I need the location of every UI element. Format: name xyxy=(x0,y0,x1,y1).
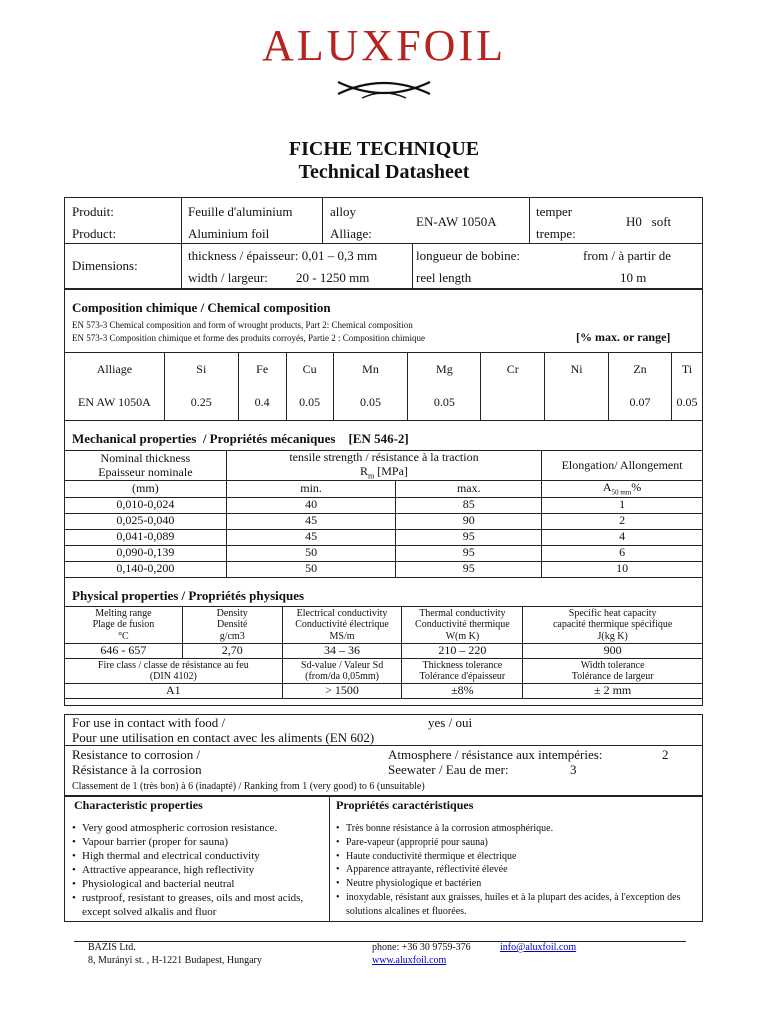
header-line: Plage de fusion xyxy=(92,619,155,631)
composition-unit: [% max. or range] xyxy=(576,330,671,344)
composition-heading: Composition chimique / Chemical composition xyxy=(72,300,331,315)
header-line: Densité xyxy=(216,619,248,631)
list-item: • Apparence attrayante, réflectivité élevée xyxy=(336,863,696,877)
header-line: Epaisseur nominale xyxy=(98,464,193,479)
table-cell: 85 xyxy=(396,497,542,513)
table-row xyxy=(65,561,703,577)
mechanical-unit-row xyxy=(65,481,703,497)
table-cell: 1 xyxy=(542,497,703,513)
tensile-header xyxy=(226,451,541,481)
header-line: capacité thermique spécifique xyxy=(552,619,673,631)
header-line: Fire class / classe de résistance au feu xyxy=(97,659,249,671)
sd-value-header xyxy=(282,659,402,684)
table-cell: 50 xyxy=(226,545,396,561)
table-cell: A1 xyxy=(65,684,283,699)
composition-header: Cr xyxy=(481,353,545,387)
header-line: °C xyxy=(118,630,129,642)
table-cell: 95 xyxy=(396,545,542,561)
list-item: • Très bonne résistance à la corrosion atmosphérique. xyxy=(336,822,696,836)
alloy-label: alloy xyxy=(330,204,356,219)
composition-header: Mg xyxy=(408,353,481,387)
divider xyxy=(181,197,182,243)
composition-cell: 0.05 xyxy=(408,387,481,421)
composition-header: Ti xyxy=(671,353,702,387)
table-row xyxy=(65,545,703,561)
table-cell: 2 xyxy=(542,513,703,529)
header-line: W(m K) xyxy=(445,630,480,642)
footer-phone: phone: +36 30 9759-376 xyxy=(372,942,471,953)
food-contact-fr: Pour une utilisation en contact avec les aliments (EN 602) xyxy=(72,730,375,745)
mechanical-table xyxy=(64,450,703,578)
composition-header: Mn xyxy=(333,353,408,387)
width-label: width / largeur: xyxy=(188,270,268,285)
produit-value: Feuille d'aluminium xyxy=(188,204,293,219)
table-cell: 4 xyxy=(542,529,703,545)
width-tolerance-header xyxy=(523,659,703,684)
product-label: Product: xyxy=(72,226,117,241)
composition-note-1: EN 573-3 Chemical composition and form of wrought products, Part 2: Chemical composition xyxy=(72,320,413,330)
table-cell: > 1500 xyxy=(282,684,402,699)
composition-header: Zn xyxy=(609,353,672,387)
alliage-label: Alliage: xyxy=(330,226,372,241)
table-cell: 646 - 657 xyxy=(65,644,183,659)
produit-label: Produit: xyxy=(72,204,114,219)
list-item: • Haute conductivité thermique et électrique xyxy=(336,850,696,864)
seawater-label: Seewater / Eau de mer: xyxy=(388,762,509,777)
density-header xyxy=(182,607,282,644)
table-row xyxy=(65,497,703,513)
composition-note-2: EN 573-3 Composition chimique et forme des produits corroyés, Partie 2 : Composition chimique xyxy=(72,333,425,343)
temper-label: temper xyxy=(536,204,573,219)
divider xyxy=(529,197,530,243)
divider xyxy=(329,796,330,922)
max-header: max. xyxy=(396,481,542,497)
header-line: Width tolerance xyxy=(580,659,645,671)
header-line: Thickness tolerance xyxy=(422,659,503,671)
header-line: (DIN 4102) xyxy=(149,671,197,682)
elongation-header: Elongation/ Allongement xyxy=(542,451,703,481)
alloy-value: EN-AW 1050A xyxy=(416,214,497,229)
table-cell: 0,025-0,040 xyxy=(65,513,227,529)
table-cell: 0,090-0,139 xyxy=(65,545,227,561)
characteristics-heading-fr: Propriétés caractéristiques xyxy=(336,798,474,812)
footer-address: 8, Murányi st. , H-1221 Budapest, Hungary xyxy=(88,955,262,966)
footer-company: BAZIS Ltd. xyxy=(88,942,136,953)
header-line: Density xyxy=(216,607,248,619)
header-line: Melting range xyxy=(95,607,152,619)
width-value: 20 - 1250 mm xyxy=(296,270,370,285)
composition-value-row xyxy=(65,387,703,421)
corrosion-fr: Résistance à la corrosion xyxy=(72,762,202,777)
coil-from: from / à partir de xyxy=(583,248,672,263)
page-title-en: Technical Datasheet xyxy=(298,161,470,183)
rm-symbol: R xyxy=(360,463,369,478)
food-contact-value: yes / oui xyxy=(428,715,473,730)
mechanical-header-row xyxy=(65,451,703,481)
header-line: Conductivité électrique xyxy=(295,619,389,631)
composition-header: Cu xyxy=(286,353,333,387)
coil-label-fr: longueur de bobine: xyxy=(416,248,520,263)
divider xyxy=(322,197,323,243)
a50-symbol: A xyxy=(602,480,612,495)
composition-cell xyxy=(481,387,545,421)
atmosphere-label: Atmosphere / résistance aux intempéries: xyxy=(388,747,603,762)
header-line: Electrical conductivity xyxy=(296,607,388,619)
header-line: Nominal thickness xyxy=(100,450,191,465)
table-row xyxy=(65,529,703,545)
table-cell: 10 xyxy=(542,561,703,577)
rm-subscript: m xyxy=(368,471,375,481)
seawater-value: 3 xyxy=(570,762,577,777)
list-item: • inoxydable, résistant aux graisses, huiles et à la plupart des acides, à l'exception des solutions alcalines et fluorées. xyxy=(336,891,696,919)
thickness-tolerance-header xyxy=(402,659,523,684)
table-cell: 95 xyxy=(396,529,542,545)
list-item: • Pare-vapeur (approprié pour sauna) xyxy=(336,836,696,850)
composition-header: Fe xyxy=(238,353,286,387)
temper-value: H0 soft xyxy=(626,214,672,229)
composition-cell: EN AW 1050A xyxy=(65,387,165,421)
logo-text: ALUXFOIL xyxy=(262,21,506,70)
composition-cell: 0.4 xyxy=(238,387,286,421)
footer-web-link[interactable]: www.aluxfoil.com xyxy=(372,955,447,966)
table-cell: 210 – 220 xyxy=(402,644,523,659)
nominal-thickness-header xyxy=(65,451,227,481)
header-line xyxy=(229,465,539,481)
characteristics-list-fr xyxy=(336,822,696,919)
table-cell: 95 xyxy=(396,561,542,577)
thermal-header xyxy=(402,607,523,644)
heat-capacity-header xyxy=(523,607,703,644)
list-item: • Attractive appearance, high reflectivity xyxy=(72,863,324,877)
physical-header-row-2 xyxy=(65,659,703,684)
header-line: Sd-value / Valeur Sd xyxy=(300,659,384,671)
header-line: Conductivité thermique xyxy=(415,619,510,631)
table-cell: ± 2 mm xyxy=(523,684,703,699)
composition-cell: 0.05 xyxy=(286,387,333,421)
divider xyxy=(181,243,182,289)
composition-cell: 0.25 xyxy=(164,387,238,421)
header-line: g/cm3 xyxy=(219,630,245,642)
header-line: MS/m xyxy=(329,630,355,642)
min-header: min. xyxy=(226,481,396,497)
table-cell: 6 xyxy=(542,545,703,561)
list-item: • High thermal and electrical conductivity xyxy=(72,849,324,863)
composition-header: Ni xyxy=(545,353,609,387)
header-line: Specific heat capacity xyxy=(568,607,657,619)
table-cell: 0,140-0,200 xyxy=(65,561,227,577)
divider xyxy=(64,243,703,244)
divider xyxy=(412,243,413,289)
table-cell: 34 – 36 xyxy=(282,644,402,659)
list-item: • Vapour barrier (proper for sauna) xyxy=(72,835,324,849)
product-value: Aluminium foil xyxy=(188,226,270,241)
thickness-range: thickness / épaisseur: 0,01 – 0,3 mm xyxy=(188,248,378,263)
a50-subscript: 50 mm xyxy=(611,488,632,497)
composition-cell: 0.05 xyxy=(671,387,702,421)
list-item: • Neutre physiologique et bactérien xyxy=(336,877,696,891)
coil-label-en: reel length xyxy=(416,270,472,285)
table-cell: 2,70 xyxy=(182,644,282,659)
table-cell: 0,010-0,024 xyxy=(65,497,227,513)
rm-unit: [MPa] xyxy=(374,463,408,478)
composition-cell xyxy=(545,387,609,421)
page-title-fr: FICHE TECHNIQUE xyxy=(288,138,480,160)
melting-header xyxy=(65,607,183,644)
table-cell: 40 xyxy=(226,497,396,513)
table-cell: 45 xyxy=(226,529,396,545)
physical-table xyxy=(64,606,703,699)
atmosphere-value: 2 xyxy=(662,747,669,762)
composition-header: Alliage xyxy=(65,353,165,387)
header-line: Tolérance de largeur xyxy=(571,671,654,682)
a50-header xyxy=(542,481,703,497)
mechanical-heading: Mechanical properties / Propriétés mécaniques [EN 546-2] xyxy=(72,431,409,446)
table-cell: 0,041-0,089 xyxy=(65,529,227,545)
table-row xyxy=(65,513,703,529)
list-item: • Physiological and bacterial neutral xyxy=(72,877,324,891)
physical-value-row-2 xyxy=(65,684,703,699)
composition-header: Si xyxy=(164,353,238,387)
ranking-note: Classement de 1 (très bon) à 6 (inadapté) / Ranking from 1 (very good) to 6 (unsuitable) xyxy=(72,781,425,792)
list-item: • rustproof, resistant to greases, oils and most acids, except solved alkalis and fluor xyxy=(72,891,324,919)
a50-unit: % xyxy=(631,480,642,495)
electrical-header xyxy=(282,607,402,644)
list-item: • Very good atmospheric corrosion resistance. xyxy=(72,821,324,835)
table-cell: 900 xyxy=(523,644,703,659)
table-cell: 45 xyxy=(226,513,396,529)
physical-value-row xyxy=(65,644,703,659)
composition-cell: 0.05 xyxy=(333,387,408,421)
characteristics-list-en xyxy=(72,821,324,919)
header-line: (from/da 0,05mm) xyxy=(305,671,379,682)
unit-mm: (mm) xyxy=(65,481,227,497)
logo-swoosh-icon xyxy=(334,64,434,110)
corrosion-en: Resistance to corrosion / xyxy=(72,747,201,762)
table-cell: 50 xyxy=(226,561,396,577)
header-line: tensile strength / résistance à la traction xyxy=(289,450,479,464)
header-line: Thermal conductivity xyxy=(419,607,506,619)
header-line: J(kg K) xyxy=(597,630,628,642)
composition-header-row xyxy=(65,353,703,387)
trempe-label: trempe: xyxy=(536,226,576,241)
food-contact-en: For use in contact with food / xyxy=(72,715,226,730)
coil-value: 10 m xyxy=(620,270,647,285)
physical-heading: Physical properties / Propriétés physiques xyxy=(72,588,305,603)
footer-email-link[interactable]: info@aluxfoil.com xyxy=(500,942,577,953)
fire-class-header xyxy=(65,659,283,684)
dimensions-label: Dimensions: xyxy=(72,258,138,273)
table-cell: ±8% xyxy=(402,684,523,699)
header-line: Tolérance d'épaisseur xyxy=(419,671,506,682)
characteristics-heading-en: Characteristic properties xyxy=(74,798,203,812)
composition-table xyxy=(64,352,703,421)
table-cell: 90 xyxy=(396,513,542,529)
composition-cell: 0.07 xyxy=(609,387,672,421)
physical-header-row xyxy=(65,607,703,644)
